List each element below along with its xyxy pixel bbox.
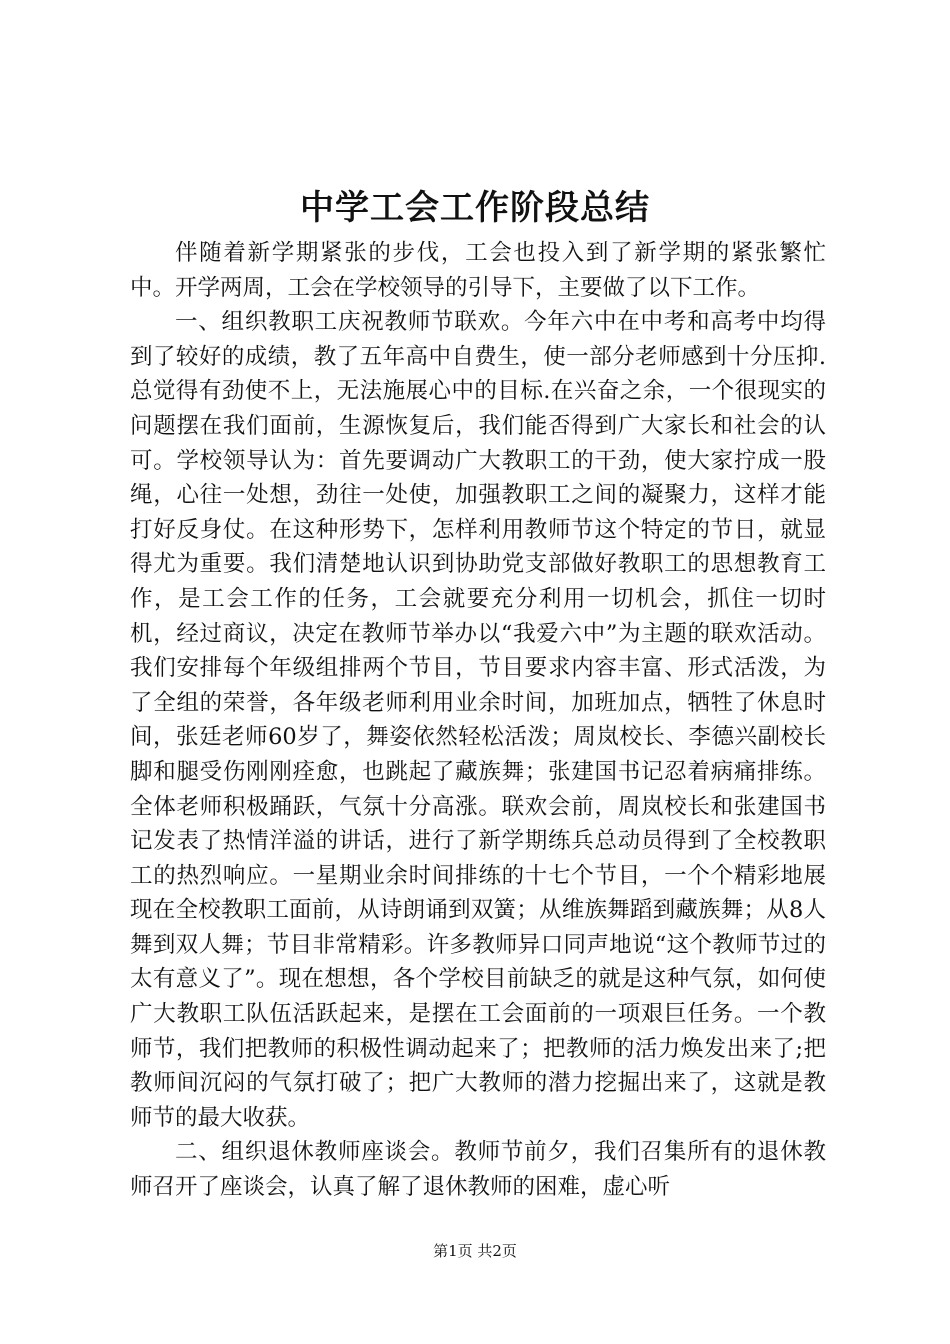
paragraph-intro: 伴随着新学期紧张的步伐，工会也投入到了新学期的紧张繁忙中。开学两周，工会在学校领导的引导下，主要做了以下工作。	[130, 240, 826, 301]
page-number-footer: 第1页 共2页	[433, 1242, 517, 1260]
paragraph-section-two: 二、组织退休教师座谈会。教师节前夕，我们召集所有的退休教师召开了座谈会，认真了解了退休教师的困难，虚心听	[130, 1139, 826, 1201]
document-title: 中学工会工作阶段总结	[300, 188, 650, 228]
paragraph-section-one: 一、组织教职工庆祝教师节联欢。今年六中在中考和高考中均得到了较好的成绩，教了五年高中自费生，使一部分老师感到十分压抑.总觉得有劲使不上，无法施展心中的目标.在兴奋之余，一个很现实的问题摆在我们面前，生源恢复后，我们能否得到广大家长和社会的认可。学校领导认为：首先要调动广大教职工的干劲，使大家拧成一股绳，心往一处想，劲往一处使，加强教职工之间的凝聚力，这样才能打好反身仗。在这种形势下，怎样利用教师节这个特定的节日，就显得尤为重要。我们清楚地认识到协助党支部做好教职工的思想教育工作，是工会工作的任务，工会就要充分利用一切机会，抓住一切时机，经过商议，决定在教师节举办以“我爱六中”为主题的联欢活动。我们安排每个年级组排两个节目，节目要求内容丰富、形式活泼，为了全组的荣誉，各年级老师利用业余时间，加班加点，牺牲了休息时间，张廷老师60岁了，舞姿依然轻松活泼；周岚校长、李德兴副校长脚和腿受伤刚刚痊愈，也跳起了藏族舞；张建国书记忍着病痛排练。全体老师积极踊跃，气氛十分高涨。联欢会前，周岚校长和张建国书记发表了热情洋溢的讲话，进行了新学期练兵总动员得到了全校教职工的热烈响应。一星期业余时间排练的十七个节目，一个个精彩地展现在全校教职工面前，从诗朗诵到双簧；从维族舞蹈到藏族舞；从8人舞到双人舞；节目非常精彩。许多教师异口同声地说“这个教师节过的太有意义了”。现在想想，各个学校目前缺乏的就是这种气氛，如何使广大教职工队伍活跃起来，是摆在工会面前的一项艰巨任务。一个教师节，我们把教师的积极性调动起来了；把教师的活力焕发出来了;把教师间沉闷的气氛打破了；把广大教师的潜力挖掘出来了，这就是教师节的最大收获。	[130, 309, 826, 1131]
document-body	[130, 236, 826, 1205]
